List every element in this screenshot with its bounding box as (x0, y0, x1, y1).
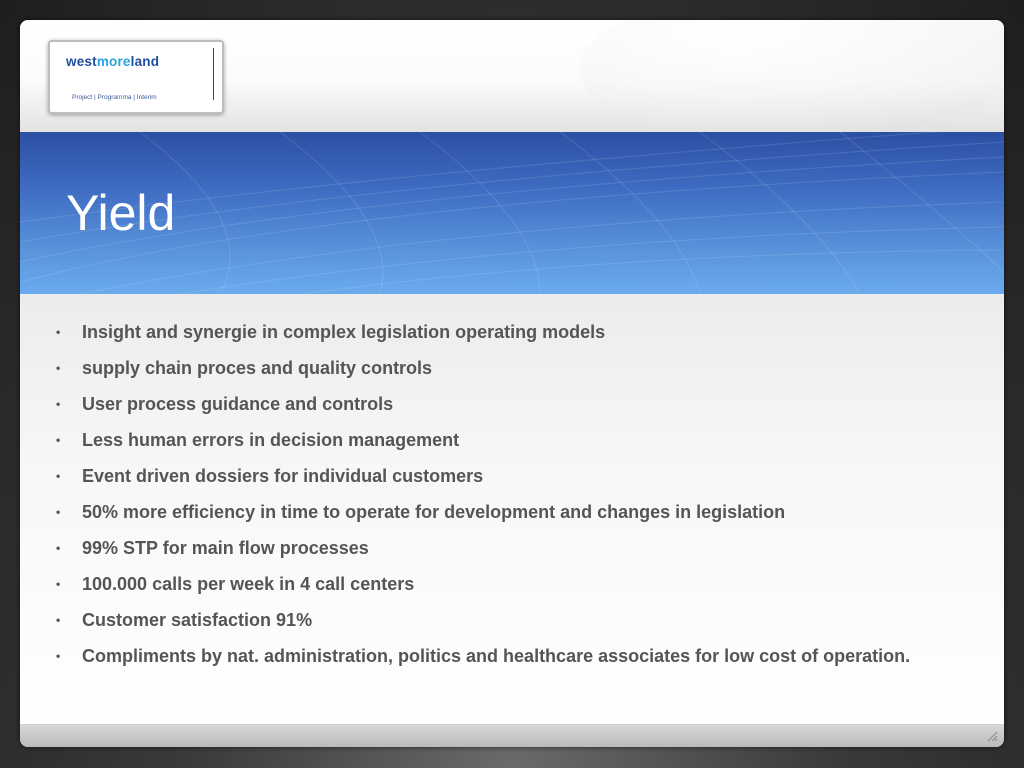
slide-footer-bar (20, 724, 1004, 747)
bullet-marker: • (56, 541, 61, 555)
logo-tagline: Project | Programma | Interim (72, 94, 157, 101)
bullet-item (56, 350, 956, 386)
bullet-text: Less human errors in decision management (82, 430, 460, 450)
bullet-text: 99% STP for main flow processes (82, 538, 369, 558)
bullet-item (56, 638, 956, 674)
bullet-text: Compliments by nat. administration, politics and healthcare associates for low cost of operation. (82, 646, 911, 666)
slide-header-band (20, 20, 1004, 132)
bullet-text: Insight and synergie in complex legislation operating models (82, 322, 606, 342)
bullet-marker: • (56, 613, 61, 627)
bullet-text: supply chain proces and quality controls (82, 358, 433, 378)
bullet-item (56, 566, 956, 602)
logo-wordmark: westmoreland (66, 54, 160, 69)
bullet-marker: • (56, 649, 61, 663)
bullet-text: 50% more efficiency in time to operate for development and changes in legislation (82, 502, 786, 522)
bullet-text: User process guidance and controls (82, 394, 394, 414)
bullet-item (56, 422, 956, 458)
bullet-marker: • (56, 505, 61, 519)
bullet-text: Customer satisfaction 91% (82, 610, 313, 630)
title-banner (20, 132, 1004, 294)
bullet-marker: • (56, 433, 61, 447)
bullet-item (56, 458, 956, 494)
bullet-text: Event driven dossiers for individual customers (82, 466, 484, 486)
slide (20, 20, 1004, 747)
bullet-text: 100.000 calls per week in 4 call centers (82, 574, 415, 594)
bullet-item (56, 494, 956, 530)
bullet-item (56, 386, 956, 422)
bullet-item (56, 530, 956, 566)
bullet-marker: • (56, 361, 61, 375)
slide-title: Yield (66, 185, 176, 241)
bullet-marker: • (56, 325, 61, 339)
slide-content (20, 294, 1004, 724)
bullet-item (56, 314, 956, 350)
bullet-marker: • (56, 469, 61, 483)
bullet-marker: • (56, 577, 61, 591)
bullet-list (56, 314, 956, 674)
bullet-item (56, 602, 956, 638)
logo-divider (213, 48, 214, 100)
bullet-marker: • (56, 397, 61, 411)
company-logo (48, 40, 224, 114)
resize-grip-icon (986, 730, 998, 742)
